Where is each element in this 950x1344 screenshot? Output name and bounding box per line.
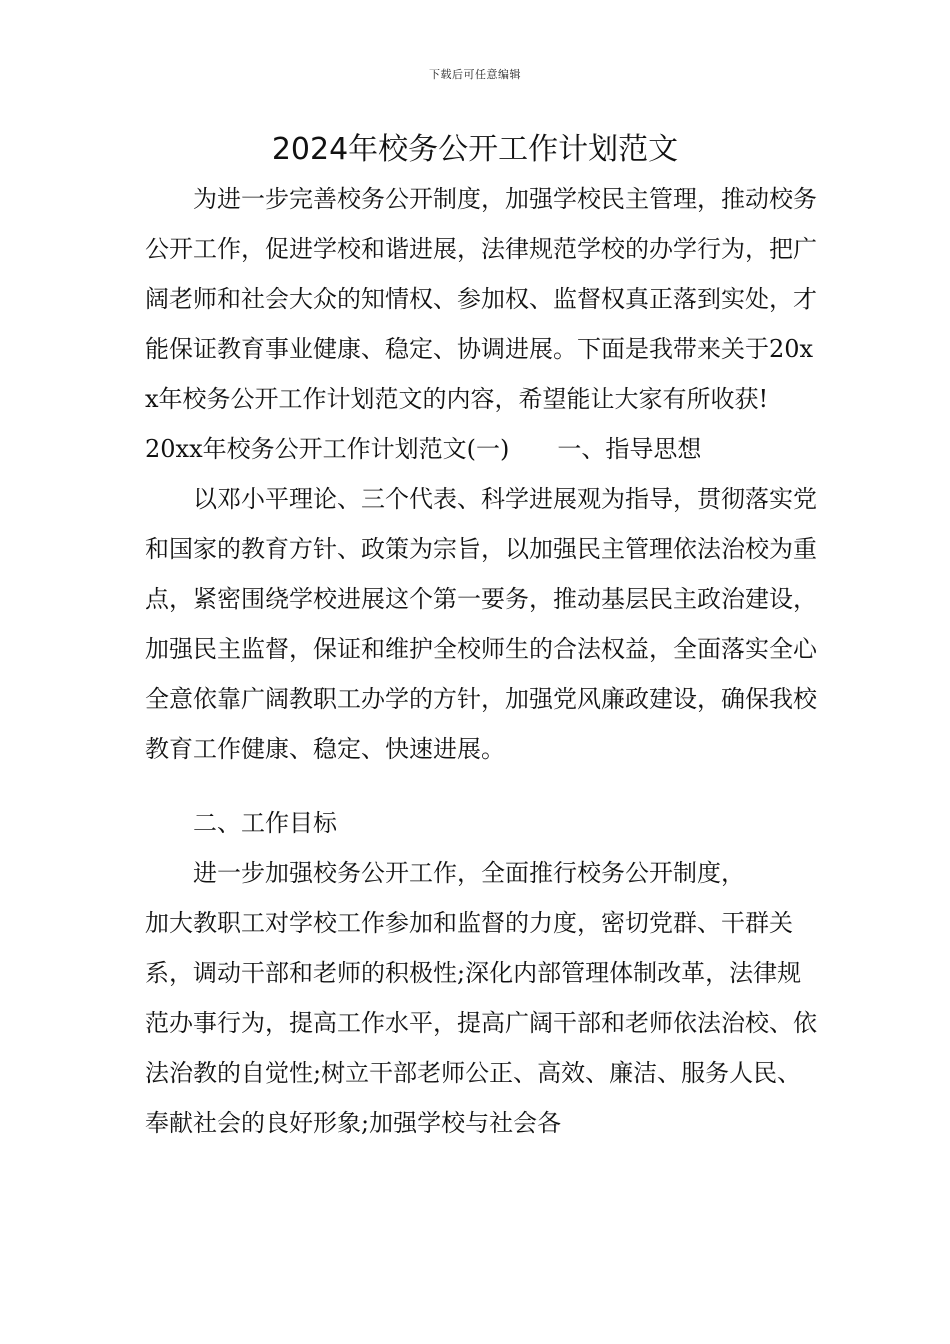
document-body bbox=[145, 174, 825, 1148]
work-goal-first-line: 进一步加强校务公开工作，全面推行校务公开制度， bbox=[193, 859, 745, 887]
header-note: 下载后可任意编辑 bbox=[429, 68, 521, 81]
section-heading-line: 20xx年校务公开工作计划范文(一) 一、指导思想 bbox=[145, 435, 702, 463]
intro-paragraph: 为进一步完善校务公开制度，加强学校民主管理，推动校务公开工作，促进学校和谐进展，法律规范学校的办学行为，把广阔老师和社会大众的知情权、参加权、监督权真正落到实处，才能保证教育事业健康、稳定、协调进展。下面是我带来关于20xx年校务公开工作计划范文的内容，希望能让大家有所收获! bbox=[145, 185, 817, 413]
work-goal-paragraph: 加大教职工对学校工作参加和监督的力度，密切党群、干群关系，调动干部和老师的积极性;深化内部管理体制改革，法律规范办事行为，提高工作水平，提高广阔干部和老师依法治校、依法治教的自觉性;树立干部老师公正、高效、廉洁、服务人民、奉献社会的良好形象;加强学校与社会各 bbox=[145, 909, 817, 1137]
guiding-thought-paragraph: 以邓小平理论、三个代表、科学进展观为指导，贯彻落实党和国家的教育方针、政策为宗旨，以加强民主管理依法治校为重点，紧密围绕学校进展这个第一要务，推动基层民主政治建设，加强民主监督，保证和维护全校师生的合法权益，全面落实全心全意依靠广阔教职工办学的方针，加强党风廉政建设，确保我校教育工作健康、稳定、快速进展。 bbox=[145, 485, 817, 763]
document-title: 2024年校务公开工作计划范文 bbox=[271, 132, 679, 167]
work-goal-heading: 二、工作目标 bbox=[193, 809, 337, 837]
